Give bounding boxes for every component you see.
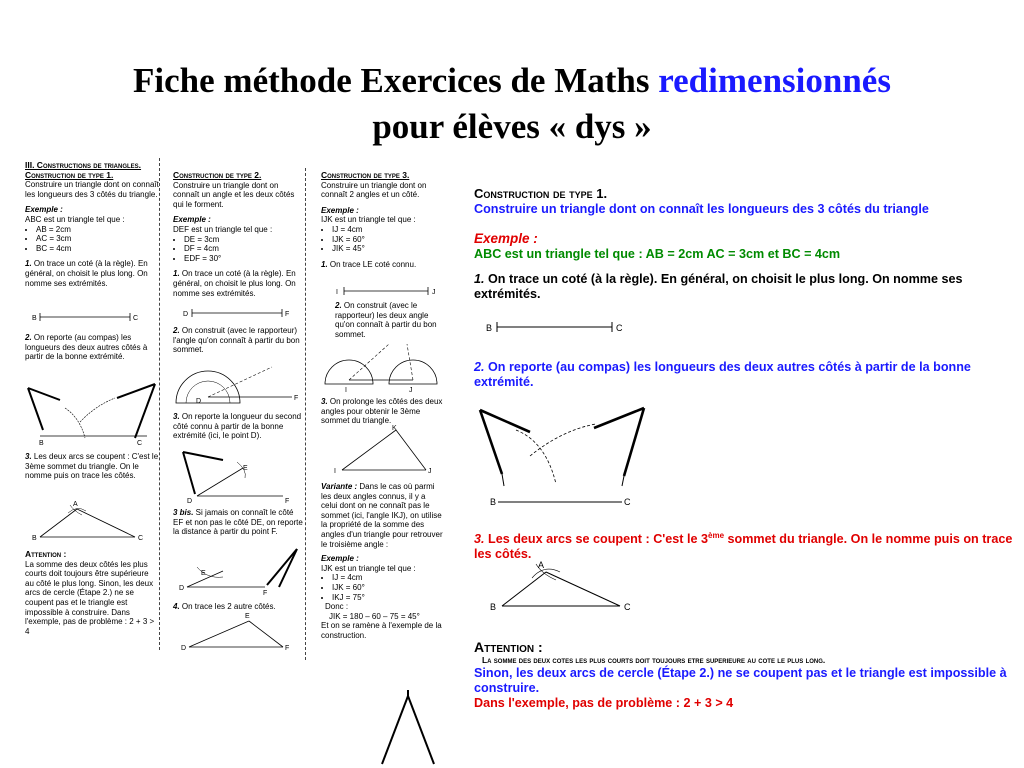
col3-fig-protractors — [321, 340, 443, 395]
col3-example2-label: Exemple : — [321, 554, 359, 564]
col1-step3: Les deux arcs se coupent : C'est le 3ème sommet du triangle. On le nomme puis on trace les côtés. — [25, 452, 159, 481]
col3-variant: Dans le cas où parmi les deux angles connus, il y a celui dont on ne connaît pas le sommet (ici, l'angle IKJ), on utilise la propriété de la somme des angles d'un triangle pour retrouver le troisième angle : — [321, 482, 443, 549]
column-type-3 — [321, 171, 443, 274]
big-attention-block — [474, 640, 1024, 711]
big-heading: Construction de type 1. — [474, 186, 608, 201]
big-attention-1: La somme des deux cotes les plus courts doit toujours etre superieure au cote le plus long. — [482, 655, 826, 665]
big-attention-2: Sinon, les deux arcs de cercle (Étape 2.) ne se coupent pas et le triangle est impossible à construire. — [474, 666, 1007, 695]
point-label: K — [392, 425, 397, 432]
compass-icon — [378, 688, 438, 768]
col2-intro: Construire un triangle dont on connaît un angle et les deux côtés qui le forment. — [173, 180, 295, 209]
point-label: A — [73, 501, 78, 508]
col3-donc: Donc : — [325, 602, 349, 612]
point-label: F — [294, 395, 299, 402]
column-divider — [305, 168, 306, 660]
col1-step2: On reporte (au compas) les longueurs des deux autres côtés à partir de la bonne extrémité. — [25, 333, 148, 362]
point-label: C — [624, 602, 631, 612]
step-number: 3. — [321, 397, 328, 406]
list-item: • AB = 2cm — [36, 225, 159, 235]
col1-heading: Construction de type 1. — [25, 169, 114, 180]
point-label: D — [179, 585, 185, 592]
col3-step1: On trace LE coté connu. — [327, 259, 417, 269]
point-label: D — [181, 645, 187, 652]
step-number: 1. — [25, 259, 32, 269]
step-number: 3. — [25, 452, 32, 461]
col2-fig-bis — [175, 545, 300, 597]
list-item: • IKJ = 75° — [332, 593, 443, 603]
col1-example-label: Exemple : — [25, 205, 63, 215]
point-label: I — [336, 289, 338, 296]
point-label: C — [138, 535, 144, 542]
big-example-text: ABC est un triangle tel que : AB = 2cm AC = 3cm et BC = 4cm — [474, 247, 841, 261]
list-item: • BC = 4cm — [36, 244, 159, 254]
col2-fig-segment — [180, 306, 295, 322]
col3-step3: On prolonge les côtés des deux angles pour obtenir le 3ème sommet du triangle. — [321, 397, 443, 426]
point-label: A — [538, 560, 545, 570]
column-type-2 — [173, 171, 303, 303]
point-label: C — [624, 497, 631, 507]
big-step2: On reporte (au compas) les longueurs des deux autres côtés à partir de la bonne extrémité. — [474, 360, 971, 389]
col2-step2: On construit (avec le rapporteur) l'angle qu'on connaît à partir du bon sommet. — [173, 326, 300, 355]
big-fig-segment — [484, 318, 634, 338]
col1-fig-triangle — [30, 497, 150, 547]
big-step3-a: Les deux arcs se coupent : C'est le 3 — [484, 532, 708, 547]
col2-heading: Construction de type 2. — [173, 170, 262, 180]
col1-example-text: ABC est un triangle tel que : — [25, 214, 125, 224]
col1-attention: La somme des deux côtés les plus courts doit toujours être supérieure au côté le plus long. Sinon, les deux arcs de cercle (Étape 2.) ne se coupent pas et le triangle est impossible à construire. Dans l'exemple, pas de problème : 2 + 3 > 4 — [25, 559, 155, 636]
col2-step3bis: Si jamais on connaît le côté EF et non pas le côté DE, on reporte la distance à partir du point F. — [173, 508, 303, 537]
point-label: F — [263, 590, 268, 597]
point-label: F — [285, 311, 290, 318]
col1-example-list — [25, 225, 159, 254]
step-number: 3. — [173, 412, 180, 421]
list-item: • IJ = 4cm — [332, 225, 443, 235]
point-label: B — [486, 323, 493, 333]
point-label: C — [137, 440, 143, 447]
point-label: I — [334, 468, 336, 475]
point-label: E — [201, 570, 206, 577]
big-fig-compass — [476, 400, 676, 515]
point-label: J — [428, 468, 432, 475]
big-step2-block — [474, 360, 1019, 390]
col3-fig-segment — [330, 284, 442, 300]
col1-intro: Construire un triangle dont on connaît les longueurs des 3 côtés du triangle. — [25, 180, 159, 199]
step-number: 3 bis. — [173, 508, 194, 517]
col3-example2-list — [321, 573, 443, 602]
point-label: F — [285, 645, 290, 652]
col3-example2-text: IJK est un triangle tel que : — [321, 563, 416, 573]
col2-step4: On trace les 2 autre côtés. — [179, 602, 276, 611]
point-label: E — [245, 613, 250, 620]
column-divider — [159, 158, 160, 650]
list-item: • EDF = 30° — [184, 254, 303, 264]
col1-fig-compass — [25, 378, 160, 448]
step-number: 2. — [335, 301, 342, 310]
point-label: J — [432, 289, 436, 296]
step-number: 1. — [173, 269, 180, 279]
col1-fig-segment — [30, 309, 140, 327]
point-label: I — [345, 387, 347, 394]
col1-step2-block — [25, 333, 159, 367]
col3-calc: JIK = 180 – 60 – 75 = 45° — [329, 611, 420, 621]
col1-attention-label: Attention : — [25, 549, 67, 559]
point-label: D — [196, 398, 202, 405]
col3-end: Et on se ramène à l'exemple de la construction. — [321, 621, 442, 640]
point-label: C — [616, 323, 623, 333]
slide-title — [0, 58, 1024, 150]
col3-step2: On construit (avec le rapporteur) les deux angle qu'on connaît à partir du bon sommet. — [335, 301, 437, 339]
point-label: B — [32, 315, 37, 322]
list-item: • JIK = 45° — [332, 244, 443, 254]
col2-example-list — [173, 235, 303, 264]
col1-attention-block — [25, 550, 159, 641]
title-text: Fiche méthode Exercices de Maths — [133, 61, 659, 100]
title-highlight: redimensionnés — [658, 61, 891, 100]
list-item: • IJK = 60° — [332, 235, 443, 245]
col3-heading: Construction de type 3. — [321, 170, 410, 180]
col2-example-label: Exemple : — [173, 215, 211, 225]
col2-step3-block — [173, 412, 303, 446]
big-step3-b: sommet du triangle. On le nomme puis on trace les côtés. — [474, 532, 1013, 562]
step-number: 1. — [321, 259, 328, 269]
step-number: 2. — [25, 333, 32, 342]
col1-step1: On trace un coté (à la règle). En général, on choisit le plus long. On nomme ses extrémités. — [25, 259, 148, 288]
point-label: C — [133, 315, 139, 322]
col2-step1: On trace un coté (à la règle). En général, on choisit le plus long. On nomme ses extrémités. — [173, 269, 296, 298]
section-title: III. Constructions de triangles. — [25, 160, 142, 170]
col2-fig-protractor — [172, 365, 302, 410]
col2-fig-final — [175, 609, 300, 654]
col2-fig-compass — [175, 448, 300, 508]
point-label: B — [490, 602, 497, 612]
col2-step3bis-block — [173, 508, 303, 542]
point-label: B — [490, 497, 497, 507]
col3-intro: Construire un triangle dont on connaît 2 angles et un côté. — [321, 180, 427, 200]
col3-variant-block — [321, 482, 443, 641]
step-number: 4. — [173, 602, 180, 611]
big-step1: On trace un coté (à la règle). En général, on choisit le plus long. On nomme ses extrémités. — [474, 272, 963, 301]
title-line2: pour élèves « dys » — [372, 107, 652, 146]
col3-variant-label: Variante : — [321, 482, 358, 491]
col2-step2-block — [173, 326, 303, 360]
step-number: 3. — [474, 532, 485, 547]
point-label: E — [243, 465, 248, 472]
col3-example-label: Exemple : — [321, 205, 359, 215]
point-label: B — [39, 440, 44, 447]
col3-example-list — [321, 225, 443, 254]
point-label: B — [32, 535, 37, 542]
big-fig-triangle — [484, 558, 644, 618]
col2-step3: On reporte la longueur du second côté connu à partir de la bonne extrémité (ici, le point D). — [173, 412, 302, 441]
col3-example-text: IJK est un triangle tel que : — [321, 215, 416, 225]
big-attention-label: Attention : — [474, 639, 543, 655]
step-number: 1. — [474, 272, 485, 286]
col3-fig-triangle — [330, 422, 442, 478]
step-number: 2. — [474, 360, 485, 374]
big-intro: Construire un triangle dont on connaît les longueurs des 3 côtés du triangle — [474, 202, 929, 216]
col1-step3-block — [25, 452, 159, 486]
list-item: • IJK = 60° — [332, 583, 443, 593]
point-label: F — [285, 498, 290, 505]
point-label: J — [409, 387, 413, 394]
step-number: 2. — [173, 326, 180, 335]
enlarged-type-1 — [474, 186, 1024, 302]
point-label: D — [183, 311, 189, 318]
point-label: D — [187, 498, 193, 505]
list-item: • DE = 3cm — [184, 235, 303, 245]
list-item: • DF = 4cm — [184, 244, 303, 254]
big-step3-sup: ème — [708, 531, 725, 540]
list-item: • AC = 3cm — [36, 234, 159, 244]
big-attention-3: Dans l'exemple, pas de problème : 2 + 3 > 4 — [474, 696, 734, 710]
big-example-label: Exemple : — [474, 231, 538, 246]
col3-step2-block — [321, 301, 443, 344]
list-item: • IJ = 4cm — [332, 573, 443, 583]
col2-example-text: DEF est un triangle tel que : — [173, 224, 273, 234]
column-type-1 — [25, 161, 159, 293]
